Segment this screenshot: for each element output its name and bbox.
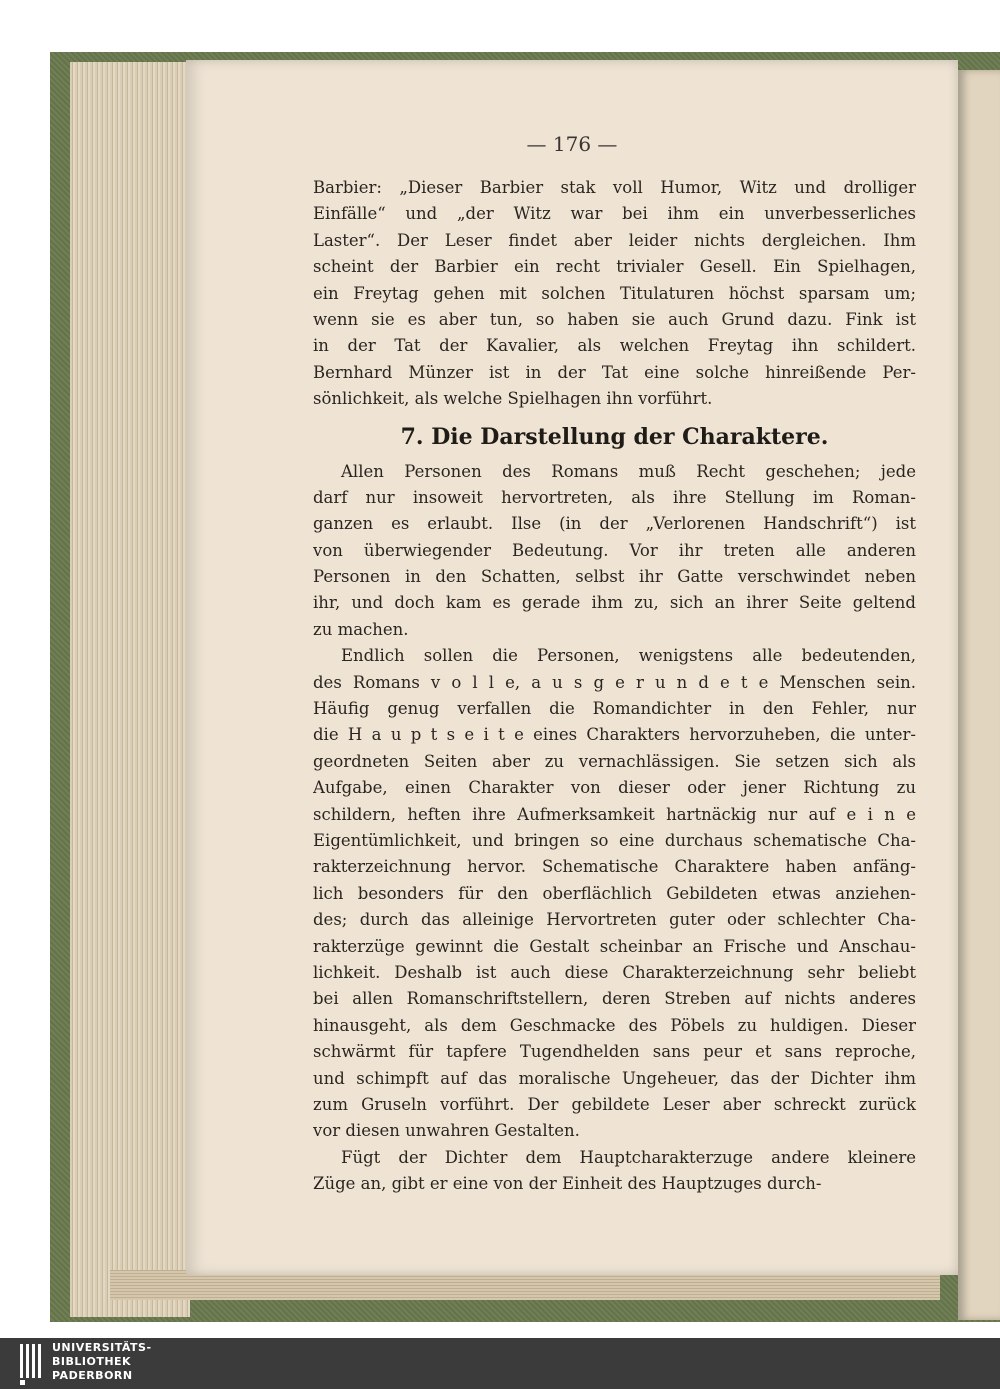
- text-line: Häufig genug verfallen die Romandichter in den Fehler, nur: [313, 699, 916, 719]
- text-line: vor diesen unwahren Gestalten.: [313, 1121, 580, 1141]
- text-line: bei allen Romanschriftstellern, deren Streben auf nichts anderes: [313, 989, 916, 1009]
- text-line: Fügt der Dichter dem Hauptcharakterzuge andere kleinere: [341, 1147, 916, 1167]
- text-line: rakterzüge gewinnt die Gestalt scheinbar an Frische und Anschau-: [313, 936, 916, 956]
- text-line: Züge an, gibt er eine von der Einheit des Hauptzuges durch-: [313, 1174, 822, 1194]
- text-line: lich besonders für den oberflächlich Gebildeten etwas anziehen-: [313, 883, 916, 903]
- text-line: hinausgeht, als dem Geschmacke des Pöbels zu huldigen. Dieser: [313, 1015, 916, 1035]
- library-name: [52, 1341, 152, 1383]
- facing-page-edge: [958, 70, 1000, 1320]
- section-body: [313, 459, 916, 1198]
- page-number: — 176 —: [526, 132, 618, 156]
- text-line: Personen in den Schatten, selbst ihr Gatte verschwindet neben: [313, 567, 916, 587]
- library-name-line: UNIVERSITÄTS-: [52, 1341, 152, 1354]
- text-line: Barbier: „Dieser Barbier stak voll Humor, Witz und drolliger: [313, 178, 916, 197]
- book-page: [186, 60, 958, 1275]
- text-line: in der Tat der Kavalier, als welchen Freytag ihn schildert.: [313, 336, 916, 356]
- text-line: wenn sie es aber tun, so haben sie auch Grund dazu. Fink ist: [313, 309, 916, 329]
- paragraph-continuation: [313, 175, 916, 413]
- text-line: Eigentümlichkeit, und bringen so eine durchaus schematische Cha-: [313, 830, 916, 850]
- text-line: schildern, heften ihre Aufmerksamkeit hartnäckig nur auf e i n e: [313, 804, 916, 824]
- text-line: rakterzeichnung hervor. Schematische Charaktere haben anfäng-: [313, 857, 916, 877]
- text-line: schwärmt für tapfere Tugendhelden sans peur et sans reproche,: [313, 1042, 916, 1062]
- text-line: geordneten Seiten aber zu vernachlässigen. Sie setzen sich als: [313, 751, 916, 771]
- text-line: Bernhard Münzer ist in der Tat eine solche hinreißende Per-: [313, 362, 916, 382]
- text-line: ganzen es erlaubt. Ilse (in der „Verlorenen Handschrift“) ist: [313, 514, 916, 534]
- text-line: und schimpft auf das moralische Ungeheuer, das der Dichter ihm: [313, 1068, 916, 1088]
- library-name-line: PADERBORN: [52, 1369, 133, 1382]
- text-line: ein Freytag gehen mit solchen Titulaturen höchst sparsam um;: [313, 283, 916, 303]
- text-line: Endlich sollen die Personen, wenigstens alle bedeutenden,: [341, 646, 916, 666]
- text-line: zum Gruseln vorführt. Der gebildete Leser aber schreckt zurück: [313, 1094, 916, 1114]
- text-line: Allen Personen des Romans muß Recht geschehen; jede: [341, 461, 916, 481]
- text-line: zu machen.: [313, 619, 409, 639]
- text-line: von überwiegender Bedeutung. Vor ihr treten alle anderen: [313, 540, 916, 560]
- library-footer: [0, 1338, 1000, 1389]
- text-line: Laster“. Der Leser findet aber leider nichts dergleichen. Ihm: [313, 230, 916, 250]
- text-line: des Romans v o l l e, a u s g e r u n d e t e Menschen sein.: [313, 672, 916, 692]
- text-line: Einfälle“ und „der Witz war bei ihm ein unverbesserliches: [313, 204, 916, 224]
- library-name-line: BIBLIOTHEK: [52, 1355, 132, 1368]
- text-line: scheint der Barbier ein recht trivialer Gesell. Ein Spielhagen,: [313, 257, 916, 277]
- section-heading: 7. Die Darstellung der Charaktere.: [400, 423, 829, 450]
- text-line: darf nur insoweit hervortreten, als ihre Stellung im Roman-: [313, 487, 916, 507]
- page-block-edges: [70, 62, 190, 1317]
- text-line: lichkeit. Deshalb ist auch diese Charakterzeichnung sehr beliebt: [313, 962, 916, 982]
- text-line: des; durch das alleinige Hervortreten guter oder schlechter Cha-: [313, 910, 916, 930]
- text-line: Aufgabe, einen Charakter von dieser oder jener Richtung zu: [313, 778, 916, 798]
- page-text: [313, 175, 916, 1197]
- text-line: sönlichkeit, als welche Spielhagen ihn vorführt.: [313, 389, 713, 409]
- text-line: ihr, und doch kam es gerade ihm zu, sich an ihrer Seite geltend: [313, 593, 916, 613]
- library-logo-icon: [18, 1342, 44, 1386]
- text-line: die H a u p t s e i t e eines Charakters hervorzuheben, die unter-: [313, 725, 916, 745]
